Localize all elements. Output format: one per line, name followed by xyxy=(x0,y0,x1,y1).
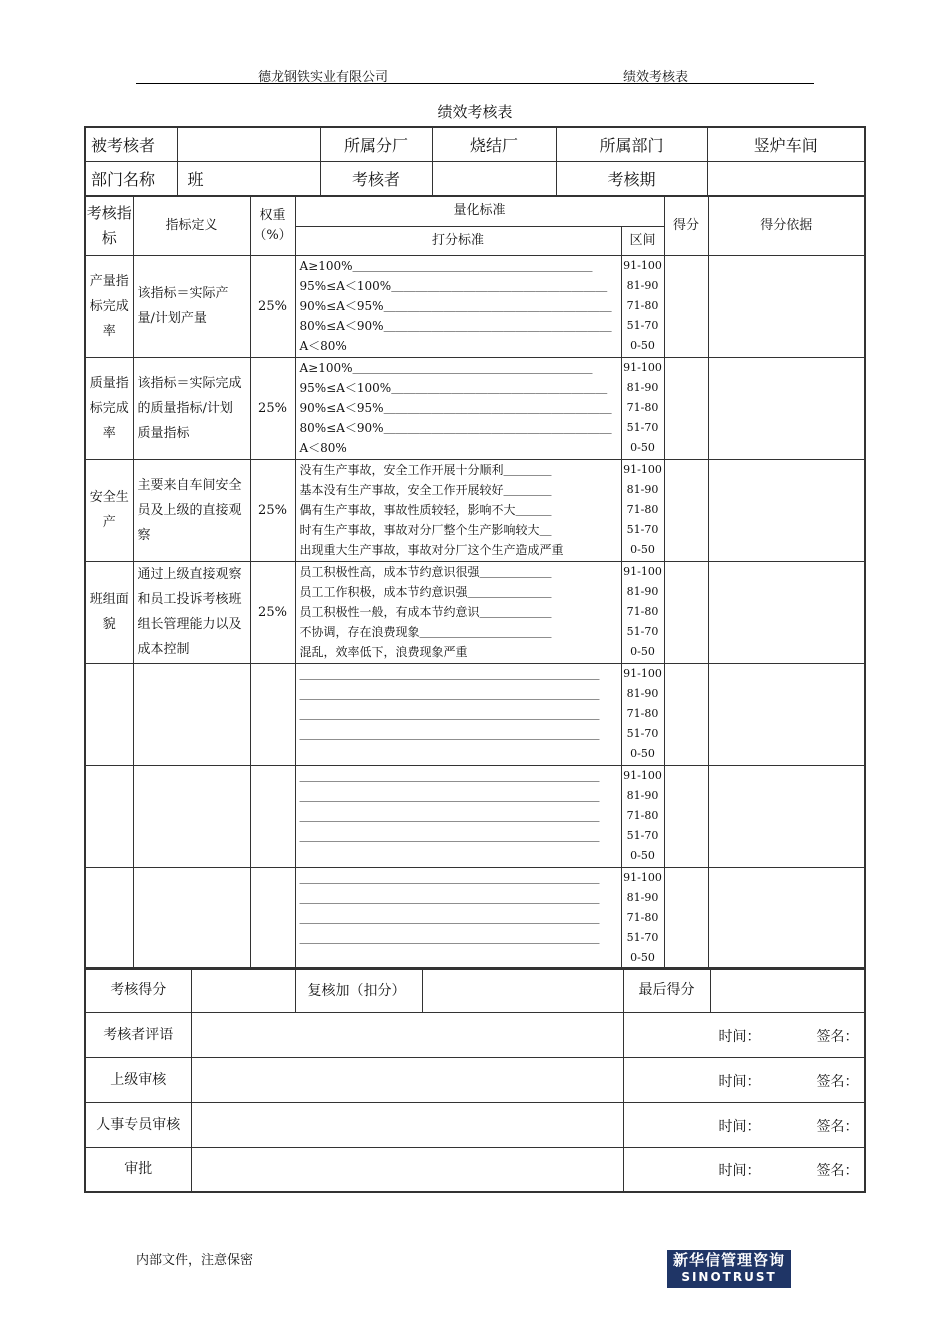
col-indicator: 考核指标 xyxy=(85,196,133,255)
indicator-name xyxy=(85,765,133,867)
recheck-field[interactable] xyxy=(422,968,623,1012)
logo-cn-text: 新华信管理咨询 xyxy=(672,1251,785,1269)
criterion-line: 80%≤A＜90%＿＿＿＿＿＿＿＿＿＿＿＿＿＿＿＿＿＿＿ xyxy=(299,420,612,435)
criterion-line xyxy=(296,846,621,866)
range-value: 71-80 xyxy=(626,298,659,312)
signature-label: 签名： xyxy=(816,1073,859,1090)
range-value: 81-90 xyxy=(626,584,659,598)
scoring-criteria xyxy=(295,765,621,867)
review-row xyxy=(85,1012,865,1057)
dept-label: 所属部门 xyxy=(556,127,707,162)
sinotrust-logo xyxy=(667,1250,791,1288)
range-value: 81-90 xyxy=(626,278,659,292)
criterion-line: ＿＿＿＿＿＿＿＿＿＿＿＿＿＿＿＿＿＿＿＿＿＿＿＿＿ xyxy=(299,666,600,681)
range-value: 71-80 xyxy=(626,400,659,414)
score-ranges xyxy=(621,663,664,765)
score-field[interactable] xyxy=(191,968,295,1012)
range-value: 91-100 xyxy=(623,258,662,272)
col-score: 得分 xyxy=(664,196,708,255)
range-value: 0-50 xyxy=(630,848,655,862)
scoring-criteria xyxy=(295,561,621,663)
range-value: 91-100 xyxy=(623,870,662,884)
col-weight: 权重（%） xyxy=(250,196,295,255)
criterion-line: ＿＿＿＿＿＿＿＿＿＿＿＿＿＿＿＿＿＿＿＿＿＿＿＿＿ xyxy=(299,930,600,945)
company-name: 德龙钢铁实业有限公司 xyxy=(258,70,389,85)
range-value: 0-50 xyxy=(630,950,655,964)
indicator-weight xyxy=(250,867,295,969)
scoring-criteria xyxy=(295,867,621,969)
indicator-name xyxy=(85,867,133,969)
time-signature-cell[interactable] xyxy=(623,1012,865,1057)
range-value: 71-80 xyxy=(626,910,659,924)
dept-name-label: 部门名称 xyxy=(85,162,177,197)
indicator-row xyxy=(85,561,865,663)
period-label: 考核期 xyxy=(556,162,707,197)
range-value: 81-90 xyxy=(626,380,659,394)
criterion-line: 不协调，存在浪费现象＿＿＿＿＿＿＿＿＿＿＿ xyxy=(299,624,552,639)
range-value: 81-90 xyxy=(626,482,659,496)
scoring-criteria xyxy=(295,255,621,357)
recheck-label: 复核加（扣分） xyxy=(295,968,422,1012)
review-row xyxy=(85,1057,865,1102)
assessee-field[interactable] xyxy=(177,127,320,162)
score-ranges xyxy=(621,867,664,969)
score-field[interactable] xyxy=(664,561,708,663)
info-table xyxy=(84,126,866,197)
range-value: 0-50 xyxy=(630,542,655,556)
range-value: 71-80 xyxy=(626,808,659,822)
criterion-line: A＜80% xyxy=(299,338,347,353)
score-basis-field[interactable] xyxy=(708,867,865,969)
criterion-line: 时有生产事故，事故对分厂整个生产影响较大＿ xyxy=(299,522,552,537)
indicator-definition: 主要来自车间安全员及上级的直接观察 xyxy=(133,459,250,561)
indicator-definition xyxy=(133,867,250,969)
range-value: 51-70 xyxy=(626,318,659,332)
time-signature-cell[interactable] xyxy=(623,1147,865,1192)
col-quant: 量化标准 xyxy=(295,196,664,226)
score-field[interactable] xyxy=(664,357,708,459)
criterion-line: ＿＿＿＿＿＿＿＿＿＿＿＿＿＿＿＿＿＿＿＿＿＿＿＿＿ xyxy=(299,870,600,885)
range-value: 0-50 xyxy=(630,746,655,760)
logo-en-text: SINOTRUST xyxy=(681,1270,777,1284)
criterion-line: ＿＿＿＿＿＿＿＿＿＿＿＿＿＿＿＿＿＿＿＿＿＿＿＿＿ xyxy=(299,910,600,925)
indicator-definition xyxy=(133,765,250,867)
range-value: 51-70 xyxy=(626,726,659,740)
range-value: 81-90 xyxy=(626,890,659,904)
criterion-line: A≥100%＿＿＿＿＿＿＿＿＿＿＿＿＿＿＿＿＿＿＿＿ xyxy=(299,258,593,273)
review-label: 考核者评语 xyxy=(85,1012,191,1057)
assessor-label: 考核者 xyxy=(320,162,432,197)
header-rule xyxy=(136,83,814,84)
score-field[interactable] xyxy=(664,765,708,867)
criterion-line: 员工积极性高，成本节约意识很强＿＿＿＿＿＿ xyxy=(299,564,552,579)
branch-value[interactable]: 烧结厂 xyxy=(432,127,556,162)
indicator-definition xyxy=(133,663,250,765)
time-label: 时间： xyxy=(718,1028,761,1045)
period-field[interactable] xyxy=(707,162,865,197)
score-basis-field[interactable] xyxy=(708,255,865,357)
criterion-line: 90%≤A＜95%＿＿＿＿＿＿＿＿＿＿＿＿＿＿＿＿＿＿＿ xyxy=(299,298,612,313)
score-field[interactable] xyxy=(664,867,708,969)
score-basis-field[interactable] xyxy=(708,357,865,459)
review-comment-field[interactable] xyxy=(191,1147,623,1192)
score-basis-field[interactable] xyxy=(708,459,865,561)
dept-name-value[interactable]: 班 xyxy=(177,162,320,197)
range-value: 91-100 xyxy=(623,360,662,374)
scoring-criteria xyxy=(295,357,621,459)
criterion-line: 偶有生产事故，事故性质较轻，影响不大＿＿＿ xyxy=(299,502,552,517)
criterion-line: 95%≤A＜100%＿＿＿＿＿＿＿＿＿＿＿＿＿＿＿＿＿＿ xyxy=(299,278,608,293)
confidential-note: 内部文件，注意保密 xyxy=(136,1253,254,1268)
range-value: 71-80 xyxy=(626,502,659,516)
indicator-definition: 该指标＝实际产量/计划产量 xyxy=(133,255,250,357)
scoring-criteria xyxy=(295,459,621,561)
criterion-line: ＿＿＿＿＿＿＿＿＿＿＿＿＿＿＿＿＿＿＿＿＿＿＿＿＿ xyxy=(299,808,600,823)
indicator-row xyxy=(85,459,865,561)
col-definition: 指标定义 xyxy=(133,196,250,255)
indicator-weight: 25% xyxy=(250,357,295,459)
time-signature-cell[interactable] xyxy=(623,1057,865,1102)
indicator-weight: 25% xyxy=(250,255,295,357)
criterion-line: 80%≤A＜90%＿＿＿＿＿＿＿＿＿＿＿＿＿＿＿＿＿＿＿ xyxy=(299,318,612,333)
criterion-line: 员工积极性一般，有成本节约意识＿＿＿＿＿＿ xyxy=(299,604,552,619)
signature-label: 签名： xyxy=(816,1163,859,1180)
score-field[interactable] xyxy=(664,255,708,357)
criterion-line: 90%≤A＜95%＿＿＿＿＿＿＿＿＿＿＿＿＿＿＿＿＿＿＿ xyxy=(299,400,612,415)
score-label: 考核得分 xyxy=(85,968,191,1012)
indicator-weight: 25% xyxy=(250,459,295,561)
range-value: 51-70 xyxy=(626,522,659,536)
range-value: 0-50 xyxy=(630,644,655,658)
criterion-line: 没有生产事故，安全工作开展十分顺利＿＿＿＿ xyxy=(299,462,552,477)
range-value: 71-80 xyxy=(626,706,659,720)
range-value: 51-70 xyxy=(626,828,659,842)
review-label: 上级审核 xyxy=(85,1057,191,1102)
branch-label: 所属分厂 xyxy=(320,127,432,162)
score-basis-field[interactable] xyxy=(708,765,865,867)
indicator-definition: 通过上级直接观察和员工投诉考核班组长管理能力以及成本控制 xyxy=(133,561,250,663)
indicator-row xyxy=(85,663,865,765)
time-signature-cell[interactable] xyxy=(623,1102,865,1147)
col-scoring: 打分标准 xyxy=(295,226,621,255)
criterion-line: 出现重大生产事故，事故对分厂这个生产造成严重 xyxy=(299,542,564,557)
header-doc-name: 绩效考核表 xyxy=(623,70,689,85)
indicator-name: 质量指标完成率 xyxy=(85,357,133,459)
range-value: 81-90 xyxy=(626,686,659,700)
score-ranges xyxy=(621,459,664,561)
score-basis-field[interactable] xyxy=(708,561,865,663)
time-label: 时间： xyxy=(718,1118,761,1135)
criterion-line: ＿＿＿＿＿＿＿＿＿＿＿＿＿＿＿＿＿＿＿＿＿＿＿＿＿ xyxy=(299,706,600,721)
criterion-line: 员工工作积极，成本节约意识强＿＿＿＿＿＿＿ xyxy=(299,584,552,599)
score-field[interactable] xyxy=(664,663,708,765)
range-value: 91-100 xyxy=(623,666,662,680)
score-ranges xyxy=(621,255,664,357)
criterion-line: ＿＿＿＿＿＿＿＿＿＿＿＿＿＿＿＿＿＿＿＿＿＿＿＿＿ xyxy=(299,890,600,905)
dept-value[interactable]: 竖炉车间 xyxy=(707,127,865,162)
indicator-weight xyxy=(250,765,295,867)
score-field[interactable] xyxy=(664,459,708,561)
criterion-line: 95%≤A＜100%＿＿＿＿＿＿＿＿＿＿＿＿＿＿＿＿＿＿ xyxy=(299,380,608,395)
range-value: 51-70 xyxy=(626,930,659,944)
criterion-line: ＿＿＿＿＿＿＿＿＿＿＿＿＿＿＿＿＿＿＿＿＿＿＿＿＿ xyxy=(299,686,600,701)
time-label: 时间： xyxy=(718,1073,761,1090)
indicator-weight xyxy=(250,663,295,765)
review-comment-field[interactable] xyxy=(191,1102,623,1147)
page-title: 绩效考核表 xyxy=(437,103,513,121)
review-row xyxy=(85,1147,865,1192)
review-comment-field[interactable] xyxy=(191,1057,623,1102)
time-label: 时间： xyxy=(718,1163,761,1180)
review-comment-field[interactable] xyxy=(191,1012,623,1057)
final-score-field[interactable] xyxy=(710,968,865,1012)
indicator-row xyxy=(85,867,865,969)
criterion-line: ＿＿＿＿＿＿＿＿＿＿＿＿＿＿＿＿＿＿＿＿＿＿＿＿＿ xyxy=(299,788,600,803)
range-value: 91-100 xyxy=(623,564,662,578)
score-ranges xyxy=(621,357,664,459)
indicator-row xyxy=(85,255,865,357)
range-value: 91-100 xyxy=(623,768,662,782)
assessment-table xyxy=(84,195,866,970)
review-label: 审批 xyxy=(85,1147,191,1192)
range-value: 51-70 xyxy=(626,624,659,638)
score-ranges xyxy=(621,561,664,663)
col-range: 区间 xyxy=(621,226,664,255)
review-table xyxy=(84,967,866,1193)
criterion-line: 混乱，效率低下，浪费现象严重 xyxy=(299,644,468,659)
criterion-line: A＜80% xyxy=(299,440,347,455)
indicator-name xyxy=(85,663,133,765)
criterion-line: ＿＿＿＿＿＿＿＿＿＿＿＿＿＿＿＿＿＿＿＿＿＿＿＿＿ xyxy=(299,768,600,783)
assessor-field[interactable] xyxy=(432,162,556,197)
criterion-line: 基本没有生产事故，安全工作开展较好＿＿＿＿ xyxy=(299,482,552,497)
signature-label: 签名： xyxy=(816,1028,859,1045)
range-value: 0-50 xyxy=(630,440,655,454)
criterion-line: A≥100%＿＿＿＿＿＿＿＿＿＿＿＿＿＿＿＿＿＿＿＿ xyxy=(299,360,593,375)
col-basis: 得分依据 xyxy=(708,196,865,255)
final-score-label: 最后得分 xyxy=(623,968,710,1012)
range-value: 51-70 xyxy=(626,420,659,434)
criterion-line: ＿＿＿＿＿＿＿＿＿＿＿＿＿＿＿＿＿＿＿＿＿＿＿＿＿ xyxy=(299,726,600,741)
criterion-line xyxy=(296,948,621,968)
range-value: 71-80 xyxy=(626,604,659,618)
review-label: 人事专员审核 xyxy=(85,1102,191,1147)
indicator-name: 产量指标完成率 xyxy=(85,255,133,357)
score-ranges xyxy=(621,765,664,867)
range-value: 91-100 xyxy=(623,462,662,476)
assessee-label: 被考核者 xyxy=(85,127,177,162)
range-value: 0-50 xyxy=(630,338,655,352)
indicator-name: 班组面貌 xyxy=(85,561,133,663)
indicator-row xyxy=(85,357,865,459)
indicator-row xyxy=(85,765,865,867)
indicator-definition: 该指标＝实际完成的质量指标/计划质量指标 xyxy=(133,357,250,459)
score-basis-field[interactable] xyxy=(708,663,865,765)
scoring-criteria xyxy=(295,663,621,765)
indicator-weight: 25% xyxy=(250,561,295,663)
review-row xyxy=(85,1102,865,1147)
indicator-name: 安全生产 xyxy=(85,459,133,561)
signature-label: 签名： xyxy=(816,1118,859,1135)
criterion-line: ＿＿＿＿＿＿＿＿＿＿＿＿＿＿＿＿＿＿＿＿＿＿＿＿＿ xyxy=(299,828,600,843)
range-value: 81-90 xyxy=(626,788,659,802)
criterion-line xyxy=(296,744,621,764)
